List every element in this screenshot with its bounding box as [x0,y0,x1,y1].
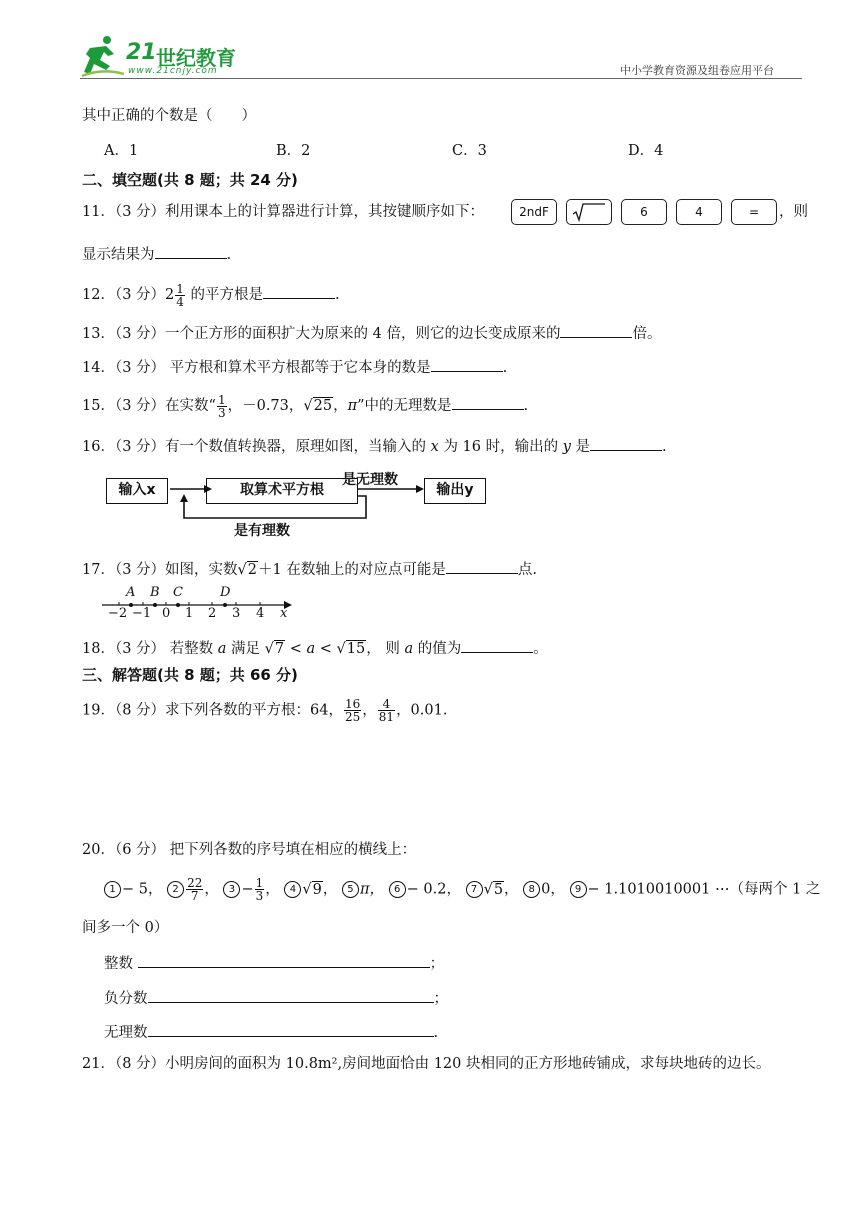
q10-tail: 其中正确的个数是（ ） [82,108,256,124]
q17: 17．（3 分）如图，实数√2＋1 在数轴上的对应点可能是 点. [82,557,537,580]
header-rule [80,78,802,79]
tick-label-neg1: −1 [132,606,152,621]
point-c-label: C [173,585,183,600]
runner-logo-icon [80,34,124,78]
q10-option-a: A．1 [104,143,139,159]
q17-answer-blank [446,557,518,574]
key-sqrt [566,199,612,225]
q12-fraction: $\frac{1}{4}$ [176,281,184,309]
q18-answer-blank [461,636,533,653]
q10-option-c: C．3 [452,143,487,159]
q15-answer-blank [452,393,524,410]
q20-items: 1 − 5， 2 $\frac{22}{7}$ ， 3 − $\frac{1}{3}$ ， 4 √9， 5 π， 6 − 0.2， 7 √5， 8 0， 9 − 1.1010010001 ⋯（每两个 1 之 [104,877,820,902]
flow-output-box: 输出y [424,478,486,504]
tick-label-neg2: −2 [108,606,128,621]
logo-text: 世纪教育 [156,46,236,70]
q13: 13．（3 分）一个正方形的面积扩大为原来的 4 倍，则它的边长变成原来的 倍。 [82,321,661,344]
tick-label-4: 4 [256,606,265,621]
q11-prefix: 11．（3 分）利用课本上的计算器进行计算，其按键顺序如下： [82,204,485,220]
q13-answer-blank [560,321,632,338]
q16-flow-diagram [100,468,500,540]
q19: 19．（8 分）求下列各数的平方根：64， $\frac{16}{25}$ ， $\frac{4}{81}$ ，0.01. [82,697,448,724]
logo-url: www.21cnjy.com [128,66,218,76]
q11-answer-blank [155,242,227,259]
tick-label-3: 3 [232,606,241,621]
irrationals-answer-blank [148,1020,434,1037]
q11-line2: 显示结果为 . [82,242,231,265]
tick-label-2: 2 [208,606,217,621]
key-6: 6 [621,199,667,225]
key-2ndf: 2ndF [511,199,557,225]
q14-answer-blank [431,355,503,372]
flow-process-box: 取算术平方根 [206,478,358,504]
q12: 12．（3 分）2 $\frac{1}{4}$ 的平方根是 . [82,281,340,309]
q10-option-b: B．2 [276,143,311,159]
flow-irrational-label: 是无理数 [342,472,398,488]
q19-fraction-4-81: $\frac{4}{81}$ [378,697,395,724]
q12-answer-blank [263,282,335,299]
q17-number-line [100,586,300,626]
q16: 16．（3 分）有一个数值转换器，原理如图，当输入的 x 为 16 时，输出的 y 是 . [82,434,667,457]
flow-input-box: 输入x [106,478,168,504]
header-logo [80,34,240,78]
point-a-label: A [126,585,136,600]
sqrt-symbol-icon [569,201,609,223]
section2-title: 二、填空题(共 8 题；共 24 分) [82,171,298,189]
q20-category-integers: 整数 ； [104,951,444,974]
platform-name: 中小学教育资源及组卷应用平台 [620,64,774,77]
q18: 18．（3 分） 若整数 a 满足 √7 < a < √15， 则 a 的值为 。 [82,636,548,659]
q11-after-keys: ，则 [779,204,808,220]
flow-rational-label: 是有理数 [234,523,290,539]
negative-fractions-answer-blank [148,986,434,1003]
key-4: 4 [676,199,722,225]
q15-fraction: $\frac{1}{3}$ [217,392,226,420]
q20-category-negative-fractions: 负分数 ； [104,986,448,1009]
q20-title: 20．（6 分） 把下列各数的序号填在相应的横线上： [82,842,417,858]
integers-answer-blank [138,951,430,968]
point-b-label: B [150,585,160,600]
q19-fraction-16-25: $\frac{16}{25}$ [345,697,361,724]
axis-label-x: x [280,606,288,621]
q10-option-d: D．4 [628,143,664,159]
q14: 14．（3 分） 平方根和算术平方根都等于它本身的数是 . [82,355,507,378]
section3-title: 三、解答题(共 8 题；共 66 分) [82,666,298,684]
tick-label-0: 0 [162,606,171,621]
q20-line2: 间多一个 0） [82,920,169,936]
tick-label-1: 1 [185,606,194,621]
q20-category-irrationals: 无理数 . [104,1020,438,1043]
key-equals: = [731,199,777,225]
point-d-label: D [220,585,231,600]
logo-number: 21 [126,40,157,65]
q21: 21．（8 分）小明房间的面积为 10.8m²,房间地面恰由 120 块相同的正方形地砖铺成，求每块地砖的边长。 [82,1056,771,1072]
q15: 15．（3 分）在实数“ $\frac{1}{3}$ ，－0.73，√25，π”中的无理数是 . [82,392,529,420]
q16-answer-blank [590,434,662,451]
